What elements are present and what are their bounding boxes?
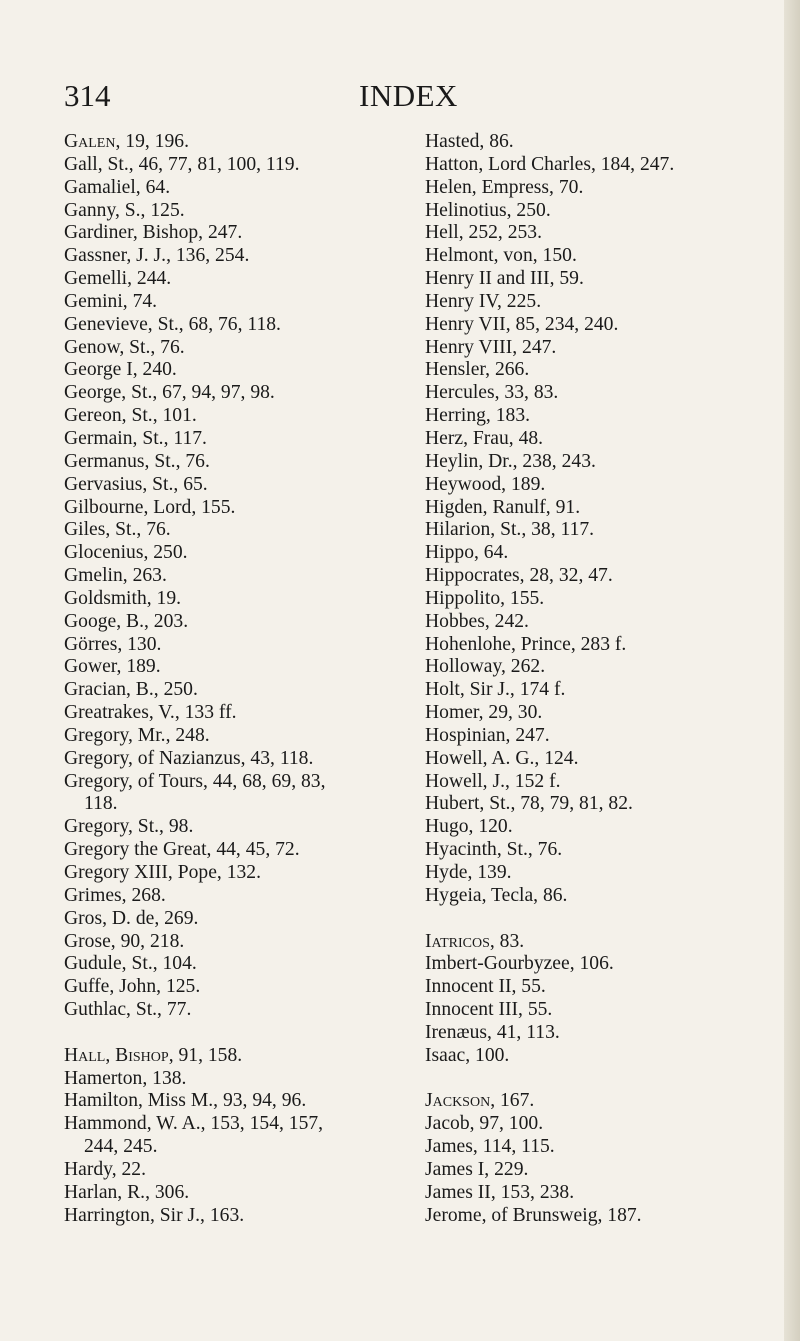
- index-entry: [64, 382, 409, 405]
- index-entry-text: Gassner, J. J., 136, 254.: [64, 245, 250, 267]
- index-entry-text: James II, 153, 238.: [425, 1181, 575, 1203]
- index-entry-text: Hohenlohe, Prince, 283 f.: [425, 633, 627, 655]
- index-entry: [425, 634, 795, 657]
- index-entry-text: Hugo, 120.: [425, 816, 513, 838]
- index-entry: [64, 702, 409, 725]
- index-entry-text: Görres, 130.: [64, 633, 162, 655]
- index-entry: [425, 268, 795, 291]
- index-entry-text: Hospinian, 247.: [425, 724, 550, 746]
- index-entry-text: Heylin, Dr., 238, 243.: [425, 450, 596, 472]
- index-entry-text: Germain, St., 117.: [64, 427, 207, 449]
- index-entry-text: Holloway, 262.: [425, 656, 546, 678]
- index-entry: [64, 862, 409, 885]
- index-entry-text: Irenæus, 41, 113.: [425, 1021, 560, 1043]
- index-entry: [64, 451, 409, 474]
- index-entry-text: Holt, Sir J., 174 f.: [425, 679, 566, 701]
- index-entry-text: Hamilton, Miss M., 93, 94, 96.: [64, 1090, 307, 1112]
- index-entry-text: Helinotius, 250.: [425, 199, 551, 221]
- index-entry-text: Hobbes, 242.: [425, 610, 529, 632]
- index-entry-text: Guffe, John, 125.: [64, 976, 201, 998]
- index-entry: [64, 314, 409, 337]
- index-entry: [425, 428, 795, 451]
- index-entry-text: Hasted, 86.: [425, 131, 514, 152]
- index-entry: [425, 588, 795, 611]
- index-entry: [64, 428, 409, 451]
- index-entry: [425, 748, 795, 771]
- index-entry-text: Grimes, 268.: [64, 884, 166, 906]
- index-entry: [64, 679, 409, 702]
- index-entry-text: Gregory, of Tours, 44, 68, 69, 83,: [64, 770, 326, 792]
- index-entry: [64, 1068, 409, 1091]
- index-entry-text: Gracian, B., 250.: [64, 679, 198, 701]
- index-entry-text: Howell, A. G., 124.: [425, 747, 579, 769]
- index-entry-text: Homer, 29, 30.: [425, 702, 543, 724]
- index-entry: [64, 656, 409, 679]
- index-entry-text: Ganny, S., 125.: [64, 199, 185, 221]
- index-entry: [425, 451, 795, 474]
- index-entry-text: 118.: [84, 793, 118, 815]
- index-entry: [425, 953, 795, 976]
- index-entry-text: Hamerton, 138.: [64, 1067, 187, 1089]
- index-entry: [64, 222, 409, 245]
- index-entry: [425, 725, 795, 748]
- index-entry: [64, 931, 409, 954]
- index-entry: [425, 656, 795, 679]
- index-entry: [425, 679, 795, 702]
- section-lead-term: Jackson: [425, 1090, 491, 1112]
- index-entry-text: Gregory, St., 98.: [64, 816, 194, 838]
- index-entry-text: Grose, 90, 218.: [64, 930, 185, 952]
- index-entry: [425, 337, 795, 360]
- index-entry-text: Gudule, St., 104.: [64, 953, 197, 975]
- index-entry: [425, 976, 795, 999]
- index-entry: [64, 816, 409, 839]
- index-entry-text: Hyde, 139.: [425, 862, 512, 883]
- index-entry-text: Gemini, 74.: [64, 290, 158, 312]
- index-entry: [425, 793, 795, 816]
- index-entry: [64, 200, 409, 223]
- index-entry: [425, 154, 795, 177]
- index-entry: [425, 771, 795, 794]
- index-entry: [425, 200, 795, 223]
- section-lead-term: Galen: [64, 131, 116, 152]
- index-entry-text: Gamaliel, 64.: [64, 176, 171, 198]
- index-entry-text: Hubert, St., 78, 79, 81, 82.: [425, 793, 633, 815]
- index-entry: [425, 542, 795, 565]
- index-entry-text: Isaac, 100.: [425, 1044, 510, 1066]
- index-entry-text: Hippolito, 155.: [425, 587, 545, 609]
- index-entry: [425, 1159, 795, 1182]
- index-entry-text: 244, 245.: [84, 1136, 158, 1158]
- index-entry: [64, 885, 409, 908]
- index-entry-text: Heywood, 189.: [425, 473, 546, 495]
- index-entry-text: Gmelin, 263.: [64, 565, 167, 587]
- index-entry-text: Gregory, of Nazianzus, 43, 118.: [64, 747, 314, 769]
- index-entry-continuation: [64, 793, 409, 816]
- index-entry: [64, 337, 409, 360]
- index-entry-text: Genevieve, St., 68, 76, 118.: [64, 313, 281, 335]
- index-entry-text: Hell, 252, 253.: [425, 222, 543, 244]
- index-entry: [425, 382, 795, 405]
- index-entry: [64, 565, 409, 588]
- index-entry: [64, 953, 409, 976]
- index-entry: [64, 177, 409, 200]
- index-entry-text: Greatrakes, V., 133 ff.: [64, 702, 237, 724]
- index-entry-text: George, St., 67, 94, 97, 98.: [64, 382, 275, 404]
- index-entry-text: Germanus, St., 76.: [64, 450, 210, 472]
- index-entry-text: Hilarion, St., 38, 117.: [425, 519, 595, 541]
- index-column-left: [64, 131, 409, 1228]
- index-entry: [425, 497, 795, 520]
- index-entry: [425, 474, 795, 497]
- index-entry: [425, 222, 795, 245]
- index-entry: [425, 314, 795, 337]
- index-entry-text: Gros, D. de, 269.: [64, 907, 199, 929]
- index-entry-text: Hyacinth, St., 76.: [425, 839, 563, 861]
- index-entry: [425, 245, 795, 268]
- index-entry: [64, 131, 409, 154]
- index-entry: [425, 519, 795, 542]
- index-entry: [64, 771, 409, 794]
- index-entry-text: Helmont, von, 150.: [425, 245, 577, 267]
- section-lead-term: Iatricos: [425, 930, 490, 952]
- index-entry-text: James I, 229.: [425, 1158, 529, 1180]
- index-entry-text: Gervasius, St., 65.: [64, 473, 208, 495]
- index-entry-text: Innocent II, 55.: [425, 976, 546, 998]
- index-entry-text: Gregory XIII, Pope, 132.: [64, 862, 261, 883]
- index-entry: [64, 154, 409, 177]
- index-entry-text: Howell, J., 152 f.: [425, 770, 561, 792]
- index-entry-text: Gregory the Great, 44, 45, 72.: [64, 839, 300, 861]
- index-entry: [425, 177, 795, 200]
- index-entry-text: Goldsmith, 19.: [64, 587, 182, 609]
- index-entry: [425, 839, 795, 862]
- index-entry-text: , 91, 158.: [168, 1044, 243, 1066]
- index-entry: [64, 999, 409, 1022]
- index-entry-text: Herring, 183.: [425, 405, 531, 427]
- index-entry-text: Gardiner, Bishop, 247.: [64, 222, 243, 244]
- index-entry: [64, 1090, 409, 1113]
- index-entry: [425, 1090, 795, 1113]
- index-entry-text: Henry VIII, 247.: [425, 336, 557, 358]
- index-entry: [64, 839, 409, 862]
- index-entry-continuation: [64, 1136, 409, 1159]
- page-number: 314: [64, 78, 111, 113]
- index-entry: [425, 1045, 795, 1068]
- index-entry: [64, 519, 409, 542]
- index-entry: [64, 725, 409, 748]
- index-entry-text: Harrington, Sir J., 163.: [64, 1204, 245, 1226]
- index-entry: [425, 816, 795, 839]
- index-entry: [425, 702, 795, 725]
- index-entry-text: Helen, Empress, 70.: [425, 176, 584, 198]
- index-entry-text: Genow, St., 76.: [64, 336, 185, 358]
- index-entry: [64, 1045, 409, 1068]
- index-entry-text: Henry II and III, 59.: [425, 268, 584, 290]
- index-entry: [64, 542, 409, 565]
- index-entry: [64, 474, 409, 497]
- index-entry-text: Hercules, 33, 83.: [425, 382, 559, 404]
- index-entry-text: Gemelli, 244.: [64, 268, 172, 290]
- index-entry: [64, 588, 409, 611]
- index-entry-text: Glocenius, 250.: [64, 542, 188, 564]
- index-entry-text: Gregory, Mr., 248.: [64, 724, 210, 746]
- index-entry-text: Jacob, 97, 100.: [425, 1113, 544, 1135]
- index-entry: [64, 1205, 409, 1228]
- index-entry-text: George I, 240.: [64, 359, 177, 381]
- index-entry: [425, 1136, 795, 1159]
- index-entry: [64, 611, 409, 634]
- index-entry: [64, 268, 409, 291]
- index-entry-text: Gower, 189.: [64, 656, 161, 678]
- index-entry: [64, 634, 409, 657]
- index-entry-text: Hippo, 64.: [425, 542, 509, 564]
- index-entry: [425, 931, 795, 954]
- index-entry: [425, 359, 795, 382]
- index-entry-text: James, 114, 115.: [425, 1136, 555, 1158]
- index-entry-text: Hammond, W. A., 153, 154, 157,: [64, 1113, 324, 1135]
- index-entry-text: Hatton, Lord Charles, 184, 247.: [425, 153, 675, 175]
- index-entry-text: , 83.: [489, 930, 525, 952]
- index-entry-text: , 19, 196.: [115, 131, 189, 152]
- index-entry: [64, 1113, 409, 1136]
- index-entry-text: , 167.: [490, 1090, 535, 1112]
- index-entry-text: Googe, B., 203.: [64, 610, 189, 632]
- index-entry: [64, 405, 409, 428]
- index-entry: [425, 131, 795, 154]
- index-entry: [64, 1182, 409, 1205]
- index-entry-text: Hygeia, Tecla, 86.: [425, 884, 568, 906]
- index-entry: [425, 1022, 795, 1045]
- index-entry: [64, 291, 409, 314]
- index-entry-text: Imbert-Gourbyzee, 106.: [425, 953, 614, 975]
- index-entry-text: Henry VII, 85, 234, 240.: [425, 313, 619, 335]
- index-entry: [425, 999, 795, 1022]
- index-entry-text: Henry IV, 225.: [425, 290, 542, 312]
- index-entry: [64, 748, 409, 771]
- index-entry: [425, 1113, 795, 1136]
- index-entry: [425, 291, 795, 314]
- page-title: INDEX: [359, 78, 458, 113]
- index-entry-text: Innocent III, 55.: [425, 999, 553, 1021]
- index-entry-text: Giles, St., 76.: [64, 519, 171, 541]
- index-entry-text: Hardy, 22.: [64, 1158, 146, 1180]
- index-entry: [425, 885, 795, 908]
- index-column-right: [425, 131, 795, 1228]
- index-entry: [64, 497, 409, 520]
- index-entry: [64, 359, 409, 382]
- index-entry: [425, 405, 795, 428]
- index-entry-text: Hippocrates, 28, 32, 47.: [425, 565, 613, 587]
- index-entry: [64, 245, 409, 268]
- index-entry-text: Gilbourne, Lord, 155.: [64, 496, 236, 518]
- index-entry: [64, 1159, 409, 1182]
- index-entry: [425, 1182, 795, 1205]
- index-entry: [64, 908, 409, 931]
- index-entry-text: Jerome, of Brunsweig, 187.: [425, 1204, 642, 1226]
- index-entry-text: Gereon, St., 101.: [64, 405, 197, 427]
- index-entry: [64, 976, 409, 999]
- index-entry-text: Higden, Ranulf, 91.: [425, 496, 581, 518]
- section-lead-term: Hall, Bishop: [64, 1044, 169, 1066]
- index-entry: [425, 1205, 795, 1228]
- index-entry: [425, 565, 795, 588]
- index-entry: [425, 862, 795, 885]
- index-entry: [425, 611, 795, 634]
- index-entry-text: Guthlac, St., 77.: [64, 999, 192, 1021]
- index-entry-text: Herz, Frau, 48.: [425, 427, 544, 449]
- index-entry-text: Harlan, R., 306.: [64, 1181, 190, 1203]
- index-entry-text: Gall, St., 46, 77, 81, 100, 119.: [64, 153, 300, 175]
- index-entry-text: Hensler, 266.: [425, 359, 530, 381]
